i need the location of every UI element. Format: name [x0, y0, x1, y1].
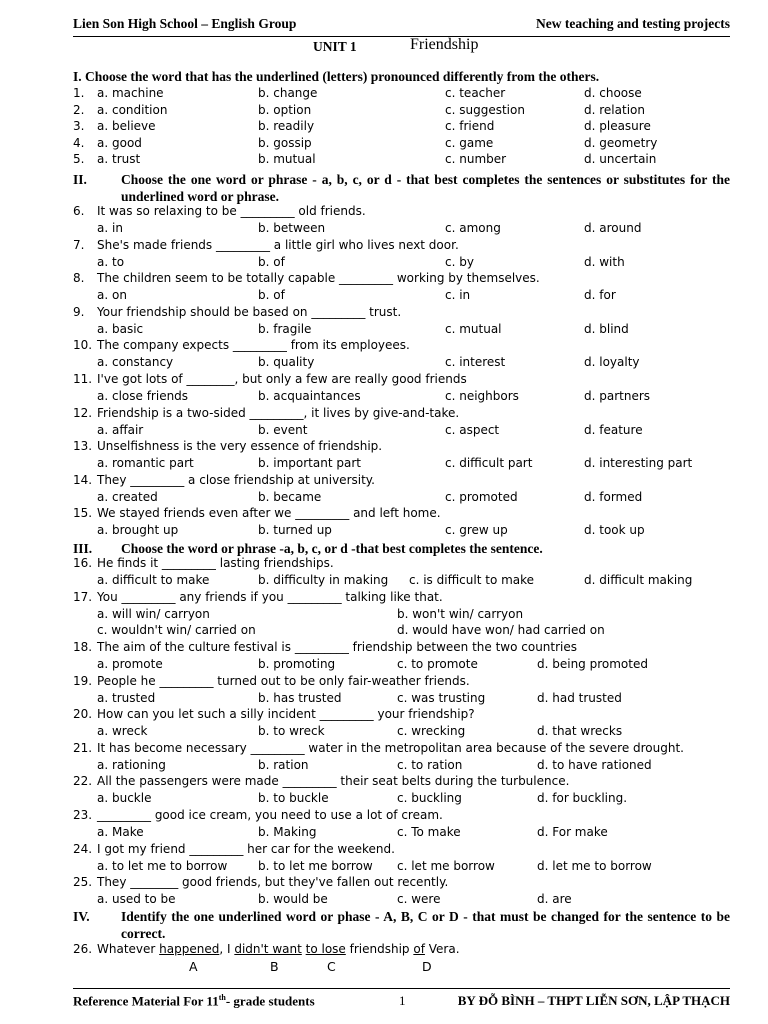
question-stem — [73, 204, 730, 221]
section-1-title: I. Choose the word that has the underlined (letters) pronounced differently from the others. — [73, 69, 600, 84]
question-stem — [73, 406, 730, 423]
option-b: b. fragile — [258, 321, 312, 336]
question-text: The aim of the culture festival is _________ friendship between the two countries — [97, 640, 578, 654]
option-b: b. has trusted — [258, 690, 342, 705]
option-a: a. in — [97, 221, 123, 235]
question-number: 13. — [73, 439, 93, 454]
option-a: a. used to be — [97, 892, 176, 907]
option-b: b. promoting — [258, 657, 336, 671]
option-d: d. feature — [584, 422, 643, 437]
option-c: c. among — [445, 221, 501, 235]
question-number: 5. — [73, 152, 85, 166]
question-options — [73, 791, 730, 808]
question-stem — [73, 473, 730, 490]
option-a: a. Make — [97, 825, 144, 839]
question-row — [73, 136, 730, 153]
q26-text: Whatever — [97, 942, 160, 956]
question-text: Your friendship should be based on _________ trust. — [97, 304, 402, 319]
option-b: b. event — [258, 422, 308, 437]
question-stem — [73, 741, 730, 758]
option-d: d. uncertain — [584, 152, 657, 166]
question-number: 23. — [73, 808, 93, 822]
option-d: d. would have won/ had carried on — [397, 623, 605, 637]
section-2-text: Choose the one word or phrase - a, b, c, or d - that best completes the sentences or substitutes for the underlined word or phrase. — [121, 172, 730, 204]
question-options — [73, 573, 730, 590]
option-a: a. condition — [97, 102, 168, 117]
option-b: b. option — [258, 102, 312, 117]
q26-letter-b: B — [270, 959, 279, 974]
option-a: a. basic — [97, 321, 144, 336]
header-school: Lien Son High School – English Group — [73, 16, 297, 31]
question-stem — [73, 271, 730, 288]
unit-label: UNIT 1 — [313, 39, 357, 54]
question-options — [73, 423, 730, 440]
option-a: a. constancy — [97, 355, 174, 370]
section-2-num: II. — [73, 172, 87, 187]
question-text: How can you let such a silly incident _________ your friendship? — [97, 707, 475, 722]
page-number: 1 — [399, 993, 406, 1008]
option-d: d. formed — [584, 489, 643, 504]
option-c: c. promoted — [445, 489, 518, 504]
option-c: c. by — [445, 254, 474, 269]
option-c: c. friend — [445, 119, 495, 133]
question-text: Friendship is a two-sided _________, it lives by give-and-take. — [97, 405, 460, 420]
question-text: It has become necessary _________ water in the metropolitan area because of the severe drought. — [97, 740, 684, 755]
question-options — [73, 724, 730, 741]
option-a: a. trust — [97, 152, 141, 166]
question-stem — [73, 674, 730, 691]
question-number: 17. — [73, 590, 93, 604]
option-b: b. of — [258, 254, 285, 269]
option-b: b. quality — [258, 355, 315, 370]
question-row — [73, 86, 730, 103]
option-d: d. around — [584, 221, 642, 235]
option-a: a. buckle — [97, 791, 152, 806]
option-c: c. to ration — [397, 757, 463, 772]
question-options — [73, 691, 730, 708]
option-b: b. difficulty in making — [258, 573, 389, 587]
section-2-title — [73, 171, 730, 205]
option-a: a. on — [97, 288, 127, 303]
option-d: d. choose — [584, 86, 642, 100]
question-stem — [73, 439, 730, 456]
option-c: c. wrecking — [397, 724, 466, 739]
question-options — [73, 825, 730, 842]
question-number: 6. — [73, 204, 85, 218]
question-number: 8. — [73, 271, 85, 286]
option-a: a. brought up — [97, 523, 179, 538]
option-a: a. good — [97, 135, 142, 150]
option-c: c. suggestion — [445, 102, 525, 117]
footer-left — [73, 993, 315, 1009]
question-text: It was so relaxing to be _________ old friends. — [97, 204, 366, 218]
option-d: d. had trusted — [537, 690, 622, 705]
question-options — [73, 859, 730, 876]
question-26 — [73, 942, 730, 959]
question-number: 7. — [73, 237, 85, 252]
option-c: c. difficult part — [445, 456, 533, 471]
option-d: d. difficult making — [584, 573, 693, 587]
option-b: b. to buckle — [258, 791, 329, 806]
question-text: He finds it _________ lasting friendships. — [97, 556, 334, 570]
section-4-title — [73, 908, 730, 942]
option-c: c. mutual — [445, 321, 502, 336]
option-a: a. created — [97, 489, 158, 504]
section-3-text: Choose the word or phrase -a, b, c, or d -that best completes the sentence. — [121, 541, 543, 556]
option-c: c. interest — [445, 355, 506, 370]
option-a: a. machine — [97, 86, 164, 100]
footer-left-text2: - grade students — [225, 993, 315, 1009]
option-b: b. won't win/ carryon — [397, 607, 524, 621]
question-row — [73, 152, 730, 169]
question-text: They _________ a close friendship at university. — [97, 472, 375, 487]
q26-text: , I — [219, 942, 235, 956]
option-c: c. buckling — [397, 791, 462, 806]
question-number: 15. — [73, 506, 93, 521]
question-options — [73, 322, 730, 339]
question-number: 25. — [73, 875, 93, 890]
footer-sup: th — [218, 993, 226, 1002]
option-d: d. loyalty — [584, 355, 640, 370]
question-text: All the passengers were made _________ their seat belts during the turbulence. — [97, 774, 570, 789]
q26-letter-d: D — [422, 959, 432, 974]
question-number: 12. — [73, 405, 93, 420]
question-stem — [73, 556, 730, 573]
question-number: 24. — [73, 841, 93, 856]
option-d: d. For make — [537, 825, 608, 839]
question-text: I got my friend _________ her car for the weekend. — [97, 841, 395, 856]
footer-right: BY ĐỖ BÌNH – THPT LIỄN SƠN, LẬP THẠCH — [457, 993, 730, 1008]
option-c: c. teacher — [445, 86, 506, 100]
question-stem — [73, 808, 730, 825]
question-options — [73, 892, 730, 909]
footer-left-text: Reference Material For 11 — [73, 993, 219, 1009]
q26-text: friendship — [345, 942, 414, 956]
question-number: 10. — [73, 338, 93, 353]
question-options — [73, 221, 730, 238]
question-options — [73, 490, 730, 507]
option-b: b. between — [258, 221, 326, 235]
question-text: Unselfishness is the very essence of friendship. — [97, 439, 383, 454]
option-c: c. game — [445, 135, 494, 150]
question-stem — [73, 338, 730, 355]
q26-underline-a: happened — [159, 942, 220, 956]
option-c: c. was trusting — [397, 690, 486, 705]
header-project: New teaching and testing projects — [536, 16, 730, 31]
question-number: 4. — [73, 135, 85, 150]
option-c: c. To make — [397, 825, 461, 839]
option-a: a. close friends — [97, 389, 189, 403]
question-text: You _________ any friends if you _________ talking like that. — [97, 590, 443, 604]
question-stem — [73, 640, 730, 657]
section-4-num: IV. — [73, 909, 90, 924]
question-text: The children seem to be totally capable _________ working by themselves. — [97, 271, 540, 286]
option-c: c. is difficult to make — [409, 573, 535, 587]
option-d: d. partners — [584, 389, 651, 403]
option-b: b. would be — [258, 892, 328, 907]
q26-underline-b: didn't want — [234, 942, 302, 956]
question-text: The company expects _________ from its employees. — [97, 338, 410, 353]
option-d: d. took up — [584, 523, 645, 538]
option-d: d. blind — [584, 321, 629, 336]
section-3-title — [73, 540, 730, 557]
section-4-text: Identify the one underlined word or phase - A, B, C or D - that must be changed for the sentence to be correct. — [121, 909, 730, 941]
question-number: 19. — [73, 673, 93, 688]
question-number: 20. — [73, 707, 93, 722]
unit-name: Friendship — [410, 36, 479, 53]
q26-underline-c: to lose — [305, 942, 346, 956]
question-row — [73, 103, 730, 120]
option-d: d. geometry — [584, 135, 658, 150]
option-b: b. ration — [258, 757, 309, 772]
option-d: d. with — [584, 254, 625, 269]
question-stem — [73, 842, 730, 859]
question-number: 3. — [73, 119, 85, 133]
question-options — [73, 355, 730, 372]
option-d: d. interesting part — [584, 456, 693, 471]
option-a: a. romantic part — [97, 456, 194, 471]
option-d: d. relation — [584, 102, 645, 117]
option-d: d. for buckling. — [537, 791, 628, 806]
option-b: b. acquaintances — [258, 389, 361, 403]
option-b: b. mutual — [258, 152, 316, 166]
option-a: a. affair — [97, 422, 144, 437]
question-options — [73, 255, 730, 272]
question-options — [73, 623, 730, 640]
option-c: c. in — [445, 288, 471, 303]
q26-text: Vera. — [424, 942, 460, 956]
option-c: c. wouldn't win/ carried on — [97, 623, 256, 637]
question-number: 11. — [73, 372, 93, 386]
option-d: d. are — [537, 892, 572, 907]
page-footer — [73, 988, 730, 1009]
question-number: 26. — [73, 942, 93, 956]
option-b: b. to wreck — [258, 724, 325, 739]
question-number: 18. — [73, 640, 93, 654]
option-c: c. were — [397, 892, 441, 907]
option-a: a. rationing — [97, 757, 166, 772]
option-b: b. became — [258, 489, 322, 504]
question-text: People he _________ turned out to be only fair-weather friends. — [97, 673, 470, 688]
option-b: b. of — [258, 288, 285, 303]
question-options — [73, 456, 730, 473]
question-stem — [73, 707, 730, 724]
question-number: 22. — [73, 774, 93, 789]
option-d: d. pleasure — [584, 119, 651, 133]
question-number: 16. — [73, 556, 93, 570]
question-text: She's made friends _________ a little girl who lives next door. — [97, 237, 459, 252]
question-number: 21. — [73, 740, 93, 755]
page-header — [73, 14, 730, 37]
option-a: a. to let me to borrow — [97, 858, 228, 873]
option-c: c. let me borrow — [397, 858, 495, 873]
option-d: d. for — [584, 288, 616, 303]
question-stem — [73, 875, 730, 892]
option-b: b. turned up — [258, 523, 332, 538]
question-options — [73, 523, 730, 540]
option-b: b. to let me borrow — [258, 858, 373, 873]
question-stem — [73, 305, 730, 322]
q26-underline-d: of — [413, 942, 425, 956]
question-number: 1. — [73, 86, 85, 100]
question-text: I've got lots of ________, but only a few are really good friends — [97, 372, 467, 386]
option-b: b. Making — [258, 825, 317, 839]
option-c: c. aspect — [445, 422, 500, 437]
option-a: a. difficult to make — [97, 573, 210, 587]
question-options — [73, 607, 730, 624]
option-d: d. that wrecks — [537, 724, 623, 739]
q26-letter-a: A — [189, 959, 198, 974]
option-a: a. trusted — [97, 690, 156, 705]
question-number: 9. — [73, 304, 85, 319]
question-options — [73, 389, 730, 406]
question-options — [73, 288, 730, 305]
option-c: c. neighbors — [445, 389, 519, 403]
question-options — [73, 758, 730, 775]
option-b: b. readily — [258, 119, 315, 133]
option-d: d. to have rationed — [537, 757, 652, 772]
option-c: c. to promote — [397, 657, 478, 671]
question-row — [73, 119, 730, 136]
question-stem — [73, 506, 730, 523]
question-stem — [73, 590, 730, 607]
option-b: b. change — [258, 86, 318, 100]
option-c: c. grew up — [445, 523, 508, 538]
question-stem — [73, 774, 730, 791]
question-stem — [73, 238, 730, 255]
question-stem — [73, 372, 730, 389]
question-text: They ________ good friends, but they've fallen out recently. — [97, 875, 449, 890]
option-c: c. number — [445, 152, 507, 166]
option-d: d. let me to borrow — [537, 858, 652, 873]
question-text: _________ good ice cream, you need to use a lot of cream. — [97, 808, 443, 822]
option-a: a. will win/ carryon — [97, 607, 210, 621]
option-b: b. important part — [258, 456, 361, 471]
question-number: 2. — [73, 102, 85, 117]
question-text: We stayed friends even after we _________ and left home. — [97, 506, 441, 521]
question-options — [73, 657, 730, 674]
option-a: a. believe — [97, 119, 156, 133]
question-number: 14. — [73, 472, 93, 487]
option-d: d. being promoted — [537, 657, 648, 671]
option-a: a. wreck — [97, 724, 148, 739]
q26-letter-c: C — [327, 959, 336, 974]
option-b: b. gossip — [258, 135, 312, 150]
option-a: a. to — [97, 254, 125, 269]
section-3-num: III. — [73, 541, 93, 556]
option-a: a. promote — [97, 657, 163, 671]
